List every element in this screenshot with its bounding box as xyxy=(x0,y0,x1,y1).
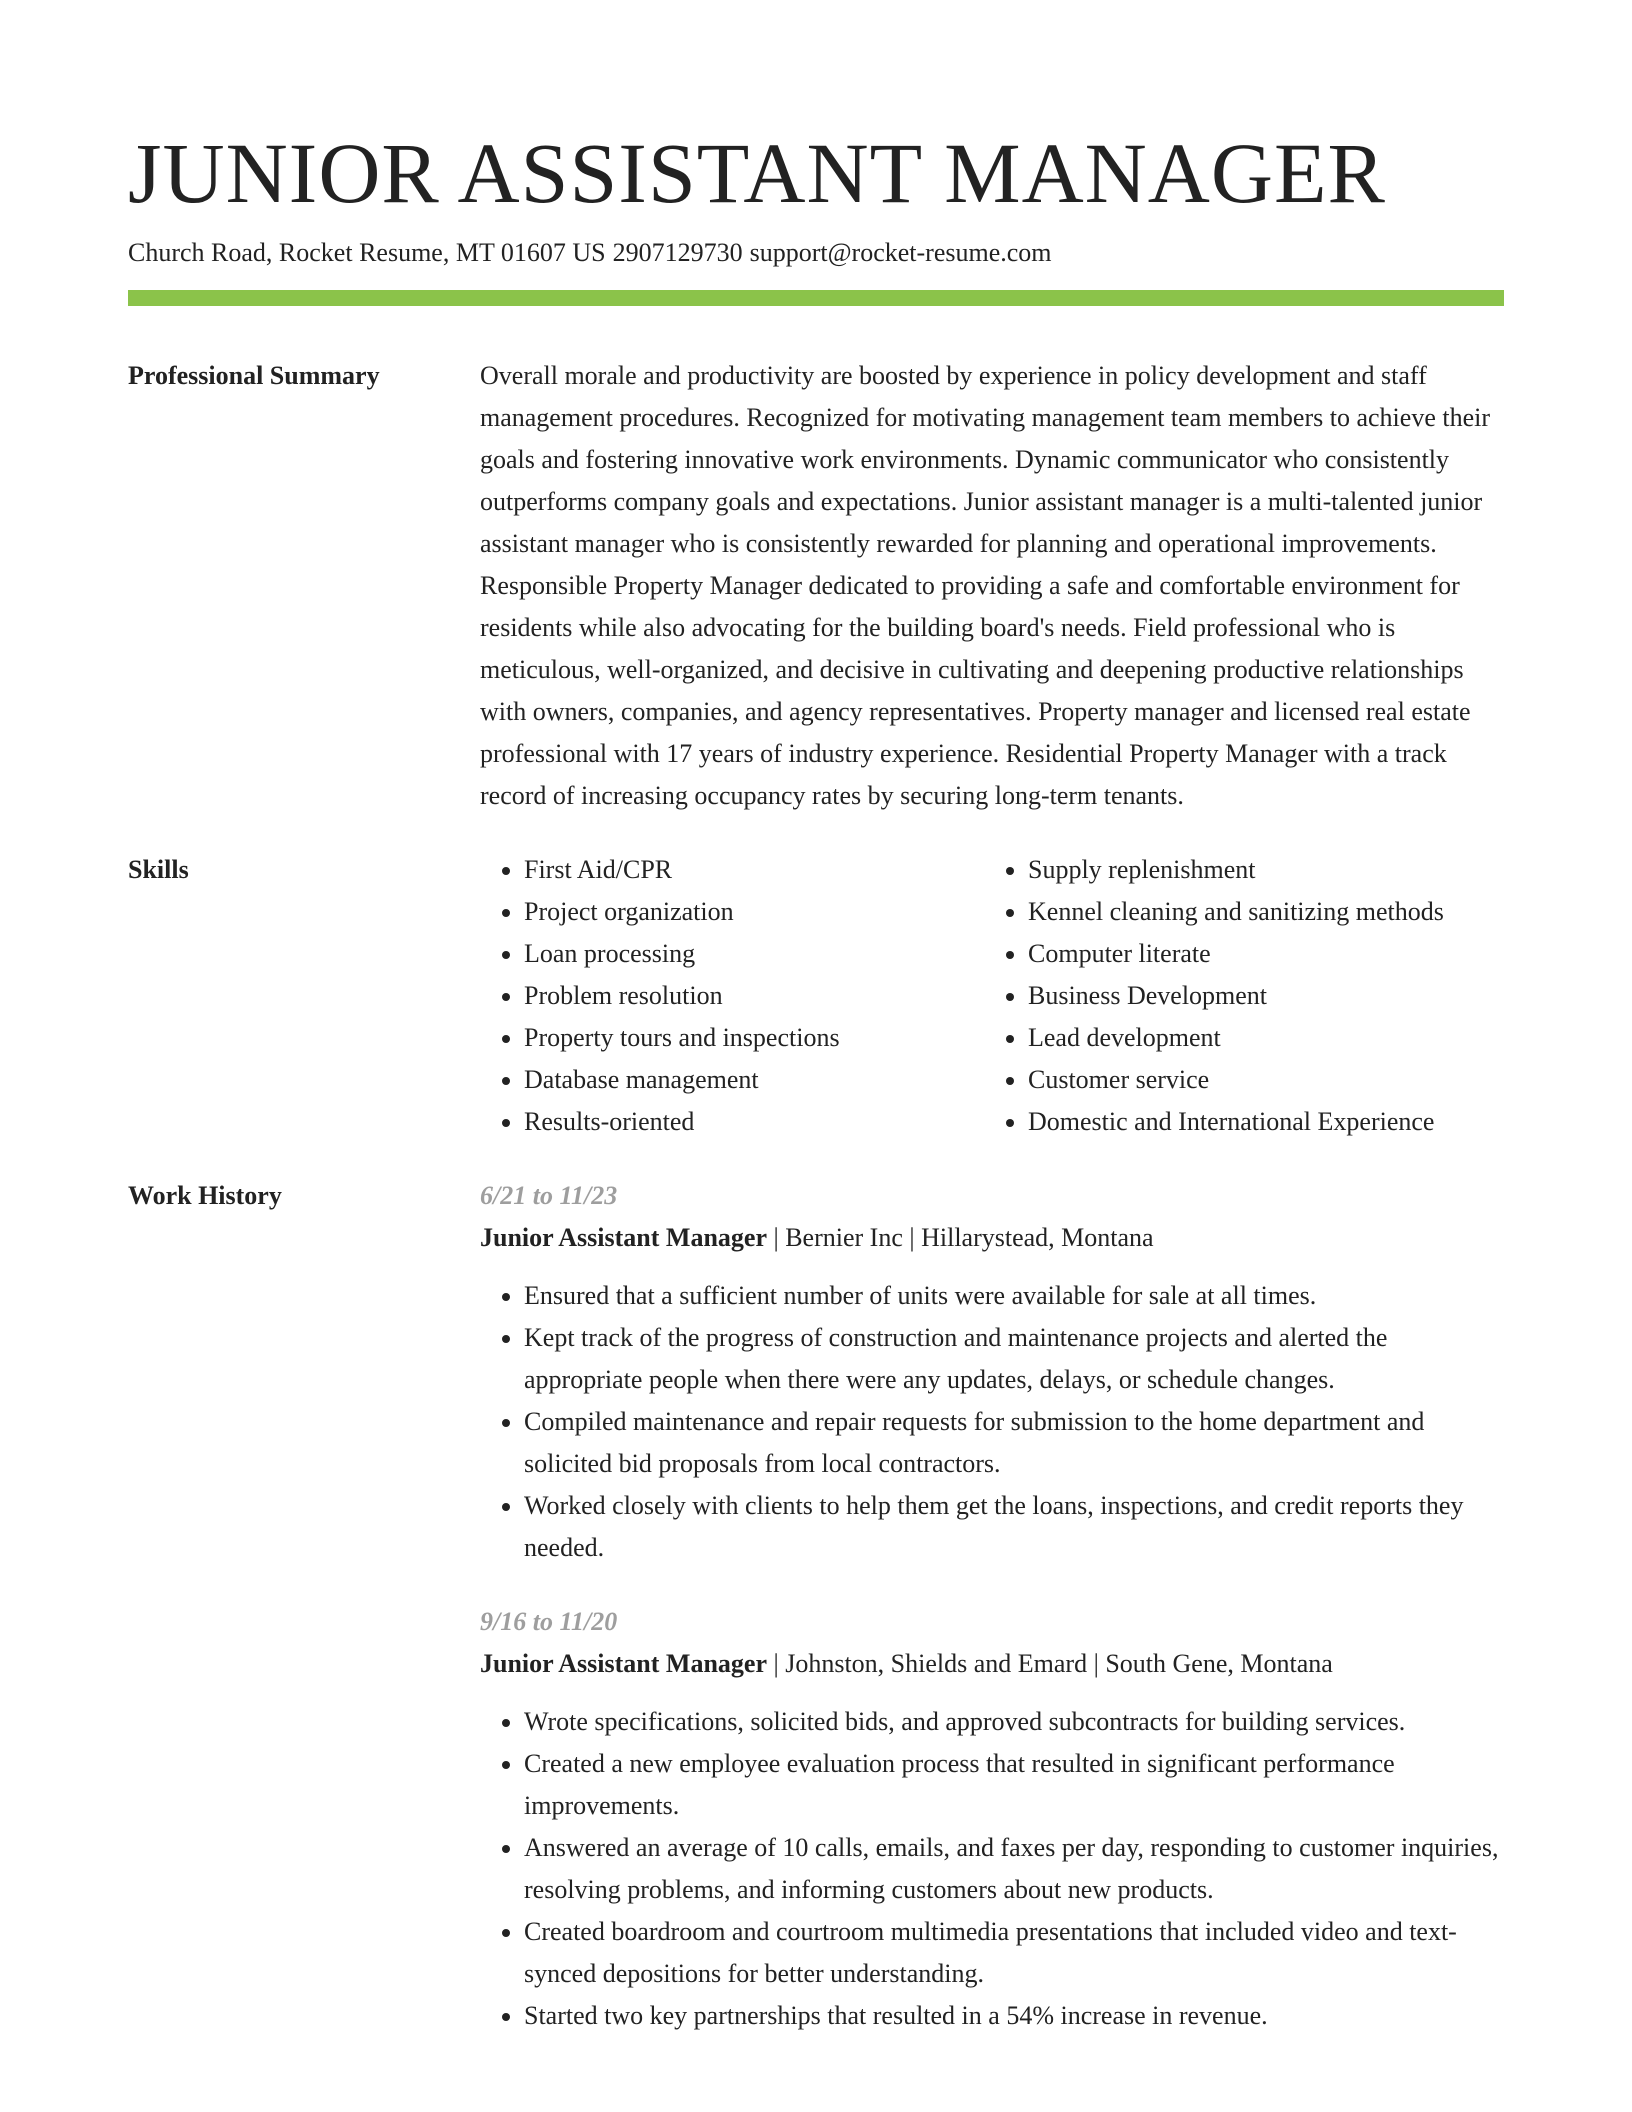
job-bullet: • Started two key partnerships that resulted in a 54% increase in revenue. xyxy=(524,1995,1504,2037)
contact-email: support@rocket-resume.com xyxy=(749,238,1052,267)
job-bullet: • Compiled maintenance and repair requests for submission to the home department and solicited bid proposals from local contractors. xyxy=(524,1401,1504,1485)
job-company: Johnston, Shields and Emard xyxy=(785,1649,1088,1678)
job-location: South Gene, Montana xyxy=(1105,1649,1333,1678)
skill-item: • Computer literate xyxy=(1028,933,1588,975)
accent-divider xyxy=(128,290,1504,306)
job-bullet: • Answered an average of 10 calls, emails, and faxes per day, responding to customer inquiries, resolving problems, and informing customers about new products. xyxy=(524,1827,1504,1911)
job-header: Junior Assistant Manager | Johnston, Shields and Emard | South Gene, Montana xyxy=(480,1649,1333,1678)
skill-item: • Kennel cleaning and sanitizing methods xyxy=(1028,891,1588,933)
skill-item: • Property tours and inspections xyxy=(524,1017,984,1059)
skills-list-left xyxy=(480,849,984,1143)
job-bullet: • Worked closely with clients to help them get the loans, inspections, and credit reports they needed. xyxy=(524,1485,1504,1569)
skills-columns xyxy=(480,849,1588,1143)
work-history-body xyxy=(480,1175,1504,2037)
job-bullet: • Wrote specifications, solicited bids, and approved subcontracts for building services. xyxy=(524,1701,1504,1743)
work-history-heading: Work History xyxy=(128,1181,282,1210)
contact-line xyxy=(128,236,1504,270)
contact-address: Church Road, Rocket Resume, MT 01607 US xyxy=(128,238,606,267)
skill-item: • Project organization xyxy=(524,891,984,933)
skill-item: • Business Development xyxy=(1028,975,1588,1017)
skill-item: • Database management xyxy=(524,1059,984,1101)
skill-item: • Supply replenishment xyxy=(1028,849,1588,891)
skill-item: • Lead development xyxy=(1028,1017,1588,1059)
job-bullets xyxy=(480,1275,1504,1569)
job-bullets xyxy=(480,1701,1504,2037)
candidate-name: JUNIOR ASSISTANT MANAGER xyxy=(128,125,1386,221)
resume-page xyxy=(128,118,1504,2037)
job-location: Hillarystead, Montana xyxy=(921,1223,1154,1252)
job-title: Junior Assistant Manager xyxy=(480,1223,767,1252)
skill-item: • Loan processing xyxy=(524,933,984,975)
job-header: Junior Assistant Manager | Bernier Inc | Hillarystead, Montana xyxy=(480,1223,1154,1252)
skill-item: • Customer service xyxy=(1028,1059,1588,1101)
job-dates: 9/16 to 11/20 xyxy=(480,1607,618,1636)
skills-heading: Skills xyxy=(128,855,189,884)
work-history-section xyxy=(128,1175,1504,2037)
job-title: Junior Assistant Manager xyxy=(480,1649,767,1678)
job-dates: 6/21 to 11/23 xyxy=(480,1181,618,1210)
contact-phone: 2907129730 xyxy=(612,238,743,267)
summary-heading: Professional Summary xyxy=(128,361,380,390)
job-bullet: • Ensured that a sufficient number of units were available for sale at all times. xyxy=(524,1275,1504,1317)
skills-section xyxy=(128,849,1504,1143)
job-bullet: • Created boardroom and courtroom multimedia presentations that included video and text-synced depositions for better understanding. xyxy=(524,1911,1504,1995)
job-bullet: • Kept track of the progress of construction and maintenance projects and alerted the appropriate people when there were any updates, delays, or schedule changes. xyxy=(524,1317,1504,1401)
skill-item: • Problem resolution xyxy=(524,975,984,1017)
job-entry xyxy=(480,1175,1504,1569)
skill-item: • Domestic and International Experience xyxy=(1028,1101,1588,1143)
summary-text: Overall morale and productivity are boosted by experience in policy development and staff management procedures. Recognized for motivating management team members to achieve their goals and fostering innovative work environments. Dynamic communicator who consistently outperforms company goals and expectations. Junior assistant manager is a multi-talented junior assistant manager who is consistently rewarded for planning and operational improvements. Responsible Property Manager dedicated to providing a safe and comfortable environment for residents while also advocating for the building board's needs. Field professional who is meticulous, well-organized, and decisive in cultivating and deepening productive relationships with owners, companies, and agency representatives. Property manager and licensed real estate professional with 17 years of industry experience. Residential Property Manager with a track record of increasing occupancy rates by securing long-term tenants. xyxy=(480,361,1491,810)
job-company: Bernier Inc xyxy=(785,1223,903,1252)
skill-item: • Results-oriented xyxy=(524,1101,984,1143)
summary-section xyxy=(128,355,1504,817)
job-bullet: • Created a new employee evaluation process that resulted in significant performance improvements. xyxy=(524,1743,1504,1827)
skills-list-right xyxy=(984,849,1588,1143)
job-entry xyxy=(480,1601,1504,2037)
skill-item: • First Aid/CPR xyxy=(524,849,984,891)
